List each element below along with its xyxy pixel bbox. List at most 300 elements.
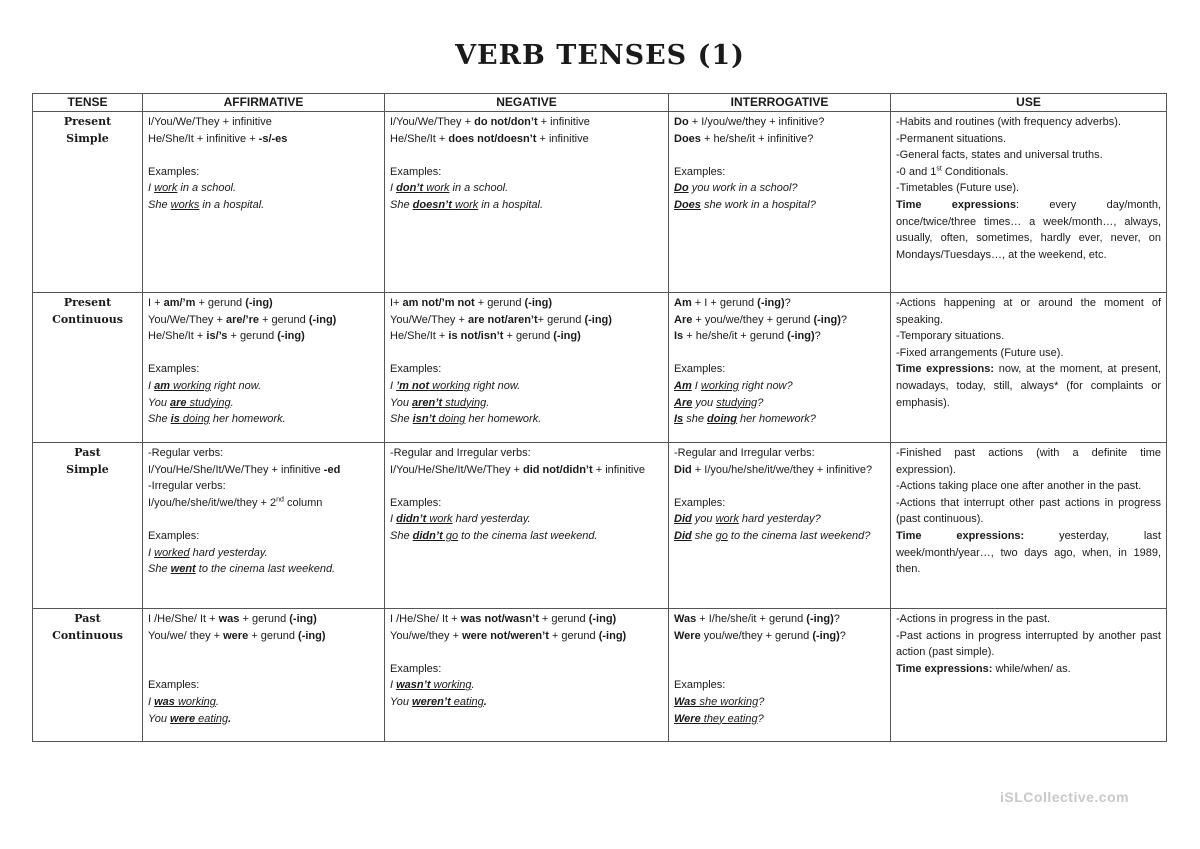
text-segment: was xyxy=(154,695,175,708)
affirmative-line xyxy=(148,694,379,711)
text-segment: -0 and 1 xyxy=(896,165,937,178)
tense-name-line: Simple xyxy=(66,462,109,476)
interrogative-line xyxy=(674,312,885,329)
use-line xyxy=(896,611,1161,628)
affirmative-line xyxy=(148,197,379,214)
blank-line xyxy=(390,345,663,362)
text-segment: + he/she/it + gerund xyxy=(683,330,788,343)
text-segment: ? xyxy=(814,330,821,343)
text-segment: (-ing) xyxy=(277,330,305,343)
text-segment: Examples: xyxy=(148,679,200,692)
interrogative-line xyxy=(674,395,885,412)
text-segment: + he/she/it + infinitive? xyxy=(700,132,814,145)
tense-name-cell xyxy=(33,443,143,609)
affirmative-line xyxy=(148,395,379,412)
text-segment: Am xyxy=(674,297,692,309)
text-segment: am/’m xyxy=(163,297,196,309)
use-line xyxy=(896,164,1161,181)
text-segment: (-ing) xyxy=(524,297,552,309)
column-header-use: USE xyxy=(891,94,1167,112)
text-segment: work xyxy=(451,198,479,211)
text-segment: Is xyxy=(674,413,684,426)
use-line xyxy=(896,197,1161,263)
text-segment: You/we/ they + xyxy=(148,629,224,642)
text-segment: working xyxy=(174,695,216,708)
text-segment: Is xyxy=(674,330,684,343)
text-segment: yesterday, last week/month/year…, two days ago, when, in 1989, then. xyxy=(896,529,1161,576)
affirmative-line xyxy=(148,462,379,479)
use-cell xyxy=(891,609,1167,742)
text-segment: are/’re xyxy=(225,313,259,326)
text-segment: went xyxy=(170,563,196,576)
negative-line xyxy=(390,694,663,711)
text-segment: -Actions taking place one after another in the past. xyxy=(896,480,1142,493)
text-segment: I/You/He/She/It/We/They + xyxy=(390,463,523,476)
interrogative-cell xyxy=(669,443,891,609)
interrogative-cell xyxy=(669,293,891,443)
text-segment: her homework. xyxy=(465,413,542,426)
negative-line xyxy=(390,295,663,312)
use-line xyxy=(896,478,1161,495)
text-segment: (-ing) xyxy=(787,330,815,343)
text-segment: doing xyxy=(179,413,210,426)
text-segment: Examples: xyxy=(390,662,442,675)
text-segment: work xyxy=(715,513,739,526)
text-segment: Was xyxy=(674,613,697,625)
text-segment: weren’t xyxy=(412,695,451,708)
text-segment: + gerund xyxy=(259,313,309,326)
interrogative-line xyxy=(674,164,885,181)
column-header-interrogative: INTERROGATIVE xyxy=(669,94,891,112)
text-segment: You xyxy=(390,396,413,409)
negative-line xyxy=(390,661,663,678)
text-segment: go xyxy=(715,529,728,542)
interrogative-line xyxy=(674,378,885,395)
text-segment: He/She/It + xyxy=(390,330,449,343)
text-segment: . xyxy=(230,396,234,409)
text-segment: I xyxy=(148,182,155,195)
text-segment: in a school. xyxy=(177,182,237,195)
negative-line xyxy=(390,131,663,148)
text-segment: does not/doesn’t xyxy=(448,132,537,145)
verb-tenses-table xyxy=(32,93,1167,742)
text-segment: I xyxy=(148,695,155,708)
text-segment: they xyxy=(700,712,728,725)
text-segment: aren’t xyxy=(412,396,443,409)
text-segment: Does xyxy=(674,132,701,145)
text-segment: -Fixed arrangements (Future use). xyxy=(896,346,1064,359)
tense-name-line: Present xyxy=(63,115,112,128)
text-segment: do not/don’t xyxy=(474,116,538,128)
text-segment: nd xyxy=(276,496,284,504)
interrogative-line xyxy=(674,411,885,428)
negative-line xyxy=(390,528,663,545)
affirmative-cell xyxy=(143,443,385,609)
affirmative-line xyxy=(148,528,379,545)
table-row xyxy=(33,443,1167,609)
text-segment: I /He/She/ It + xyxy=(390,613,461,625)
text-segment: + gerund xyxy=(537,313,585,326)
text-segment: She xyxy=(390,529,413,542)
text-segment: (-ing) xyxy=(757,297,785,309)
text-segment: I xyxy=(390,679,397,692)
interrogative-line xyxy=(674,295,885,312)
negative-line xyxy=(390,361,663,378)
text-segment: isn’t xyxy=(412,413,436,426)
text-segment: were xyxy=(170,712,196,725)
text-segment: doing xyxy=(707,413,737,426)
text-segment: her homework. xyxy=(209,413,286,426)
text-segment: Did xyxy=(674,513,692,526)
text-segment: -Regular and Irregular verbs: xyxy=(674,447,815,459)
text-segment: Did xyxy=(674,463,692,476)
use-line xyxy=(896,445,1161,478)
text-segment: are xyxy=(170,396,187,409)
text-segment: hard yesterday. xyxy=(189,546,268,559)
text-segment: is not/isn’t xyxy=(448,330,504,343)
interrogative-line xyxy=(674,528,885,545)
affirmative-line xyxy=(148,445,379,462)
text-segment: (-ing) xyxy=(289,613,317,625)
tense-name-line: Past xyxy=(74,612,101,625)
text-segment: (-ing) xyxy=(308,313,337,326)
text-segment: in a hospital. xyxy=(199,198,265,211)
table-row xyxy=(33,609,1167,742)
text-segment: I/You/He/She/It/We/They + infinitive xyxy=(148,463,324,476)
text-segment: Examples: xyxy=(148,165,200,178)
text-segment: go xyxy=(442,529,459,542)
negative-line xyxy=(390,180,663,197)
text-segment: -Permanent situations. xyxy=(896,132,1007,145)
text-segment: You/we/they + xyxy=(390,629,463,642)
text-segment: + I/you/we/they + infinitive? xyxy=(688,116,825,128)
table-row xyxy=(33,293,1167,443)
text-segment: I xyxy=(691,379,701,392)
text-segment: Are xyxy=(674,313,693,326)
text-segment: you xyxy=(692,396,717,409)
column-header-tense: TENSE xyxy=(33,94,143,112)
text-segment: -Habits and routines (with frequency adverbs). xyxy=(896,116,1121,128)
affirmative-line xyxy=(148,478,379,495)
text-segment: ? xyxy=(757,396,764,409)
negative-line xyxy=(390,395,663,412)
text-segment: + I/he/she/it + gerund xyxy=(696,613,807,625)
text-segment: to the cinema last weekend. xyxy=(458,529,598,542)
text-segment: worked xyxy=(154,546,190,559)
text-segment: ? xyxy=(839,629,846,642)
text-segment: I/You/We/They + infinitive xyxy=(148,116,272,128)
text-segment: (-ing) xyxy=(813,313,841,326)
blank-line xyxy=(148,147,379,164)
text-segment: working xyxy=(700,379,739,392)
tense-name-line: Present xyxy=(63,296,112,309)
text-segment: You/We/They + xyxy=(148,313,226,326)
text-segment: . xyxy=(215,695,219,708)
text-segment: Examples: xyxy=(674,679,726,692)
table-header-row xyxy=(33,94,1167,112)
text-segment: she work in a hospital? xyxy=(700,198,816,211)
text-segment: + gerund xyxy=(503,330,554,343)
text-segment: Time expressions: xyxy=(896,529,1025,542)
tense-name-line: Continuous xyxy=(52,312,123,326)
interrogative-line xyxy=(674,611,885,628)
text-segment: working xyxy=(430,679,472,692)
text-segment: + gerund xyxy=(239,613,290,625)
negative-line xyxy=(390,328,663,345)
tense-name-line: Past xyxy=(74,446,101,459)
text-segment: Does xyxy=(674,198,701,211)
text-segment: -ed xyxy=(323,463,341,476)
text-segment: (-ing) xyxy=(806,613,834,625)
text-segment: hard yesterday. xyxy=(452,513,531,526)
use-cell xyxy=(891,293,1167,443)
text-segment: Examples: xyxy=(390,165,442,178)
affirmative-line xyxy=(148,611,379,628)
text-segment: Were xyxy=(674,712,701,725)
text-segment: -Actions happening at or around the moment of speaking. xyxy=(896,297,1161,326)
text-segment: you xyxy=(691,513,716,526)
negative-line xyxy=(390,197,663,214)
text-segment: ’m not xyxy=(396,379,430,392)
interrogative-line xyxy=(674,711,885,728)
text-segment: eating xyxy=(727,712,758,725)
text-segment: I xyxy=(390,379,397,392)
interrogative-line xyxy=(674,328,885,345)
text-segment: Time expressions xyxy=(896,198,1016,211)
text-segment: works xyxy=(170,198,200,211)
text-segment: Do xyxy=(674,182,689,195)
text-segment: Am xyxy=(674,379,692,392)
text-segment: studying xyxy=(716,396,758,409)
affirmative-line xyxy=(148,411,379,428)
negative-line xyxy=(390,164,663,181)
text-segment: Was xyxy=(674,695,697,708)
tense-name-cell xyxy=(33,293,143,443)
text-segment: studying xyxy=(442,396,487,409)
text-segment: she xyxy=(696,695,721,708)
text-segment: to the cinema last weekend. xyxy=(195,563,336,576)
interrogative-line xyxy=(674,180,885,197)
affirmative-line xyxy=(148,545,379,562)
affirmative-line xyxy=(148,114,379,131)
negative-line xyxy=(390,511,663,528)
text-segment: column xyxy=(283,496,323,509)
affirmative-cell xyxy=(143,112,385,293)
text-segment: Examples: xyxy=(390,363,442,376)
text-segment: + gerund xyxy=(248,629,299,642)
use-line xyxy=(896,295,1161,328)
affirmative-line xyxy=(148,378,379,395)
text-segment: Time expressions: xyxy=(896,363,995,376)
text-segment: You xyxy=(148,396,171,409)
tense-name-line: Simple xyxy=(66,131,109,145)
text-segment: She xyxy=(148,563,171,576)
text-segment: (-ing) xyxy=(588,613,617,625)
affirmative-line xyxy=(148,164,379,181)
text-segment: Examples: xyxy=(148,363,200,376)
text-segment: + you/we/they + gerund xyxy=(692,313,814,326)
text-segment: while/when/ as. xyxy=(992,662,1071,675)
table-row xyxy=(33,112,1167,293)
text-segment: don’t xyxy=(396,182,424,195)
use-line xyxy=(896,661,1161,678)
text-segment: He/She/It + xyxy=(390,132,449,145)
blank-line xyxy=(390,644,663,661)
use-line xyxy=(896,180,1161,197)
negative-cell xyxy=(385,293,669,443)
blank-line xyxy=(674,644,885,661)
use-line xyxy=(896,495,1161,528)
blank-line xyxy=(148,661,379,678)
text-segment: wasn’t xyxy=(396,679,431,692)
affirmative-cell xyxy=(143,609,385,742)
text-segment: ? xyxy=(833,613,840,625)
text-segment: (-ing) xyxy=(584,313,612,326)
text-segment: -Irregular verbs: xyxy=(148,480,226,493)
blank-line xyxy=(674,478,885,495)
negative-line xyxy=(390,495,663,512)
blank-line xyxy=(674,661,885,678)
text-segment: I xyxy=(390,182,397,195)
text-segment: Examples: xyxy=(674,363,726,376)
blank-line xyxy=(674,147,885,164)
text-segment: I/You/We/They + xyxy=(390,116,475,128)
text-segment: in a school. xyxy=(449,182,509,195)
text-segment: working xyxy=(720,695,759,708)
negative-line xyxy=(390,677,663,694)
text-segment: Were xyxy=(674,629,701,642)
use-line xyxy=(896,528,1161,578)
negative-cell xyxy=(385,609,669,742)
text-segment: (-ing) xyxy=(553,330,581,343)
text-segment: st xyxy=(936,165,942,173)
text-segment: He/She/It + infinitive + xyxy=(148,132,259,145)
affirmative-cell xyxy=(143,293,385,443)
text-segment: she xyxy=(683,413,708,426)
column-header-negative: NEGATIVE xyxy=(385,94,669,112)
text-segment: I/you/he/she/it/we/they + 2 xyxy=(148,496,277,509)
text-segment: -Past actions in progress interrupted by another past action (past simple). xyxy=(896,629,1161,659)
text-segment: I xyxy=(390,513,397,526)
text-segment: -Finished past actions (with a definite time expression). xyxy=(896,447,1161,476)
blank-line xyxy=(148,644,379,661)
text-segment: now, at the moment, at present, nowadays, today, still, always* (for complaints or emphasis). xyxy=(896,363,1161,409)
text-segment: hard yesterday? xyxy=(738,513,821,526)
text-segment: work xyxy=(154,182,178,195)
text-segment: did not/didn’t xyxy=(523,463,593,476)
use-line xyxy=(896,114,1161,131)
negative-line xyxy=(390,114,663,131)
text-segment: I xyxy=(148,546,155,559)
blank-line xyxy=(148,345,379,362)
affirmative-line xyxy=(148,628,379,645)
interrogative-cell xyxy=(669,609,891,742)
tense-name-cell xyxy=(33,609,143,742)
affirmative-line xyxy=(148,328,379,345)
text-segment: right now? xyxy=(738,379,793,392)
text-segment: You xyxy=(148,712,171,725)
text-segment: . xyxy=(471,679,475,692)
affirmative-line xyxy=(148,131,379,148)
text-segment: -Actions in progress in the past. xyxy=(896,613,1051,625)
text-segment: + infinitive xyxy=(537,116,590,128)
negative-line xyxy=(390,462,663,479)
text-segment: She xyxy=(148,413,171,426)
text-segment: + gerund xyxy=(548,629,599,642)
affirmative-line xyxy=(148,677,379,694)
text-segment: + gerund xyxy=(474,297,525,309)
negative-cell xyxy=(385,443,669,609)
text-segment: her homework? xyxy=(736,413,816,426)
use-cell xyxy=(891,112,1167,293)
use-line xyxy=(896,361,1161,411)
affirmative-line xyxy=(148,312,379,329)
text-segment: + gerund xyxy=(227,330,278,343)
tense-name-cell xyxy=(33,112,143,293)
interrogative-line xyxy=(674,462,885,479)
text-segment: -Temporary situations. xyxy=(896,330,1005,343)
affirmative-line xyxy=(148,361,379,378)
text-segment: Conditionals. xyxy=(941,165,1009,178)
text-segment: ? xyxy=(758,695,765,708)
text-segment: work xyxy=(426,513,453,526)
text-segment: (-ing) xyxy=(245,297,273,309)
text-segment: in a hospital. xyxy=(478,198,544,211)
text-segment: He/She/It + xyxy=(148,330,207,343)
text-segment: You xyxy=(390,695,413,708)
text-segment: eating xyxy=(450,695,484,708)
blank-line xyxy=(148,511,379,528)
text-segment: doing xyxy=(435,413,466,426)
negative-cell xyxy=(385,112,669,293)
text-segment: working xyxy=(429,379,471,392)
text-segment: Time expressions: xyxy=(896,662,993,675)
text-segment: She xyxy=(148,198,171,211)
interrogative-line xyxy=(674,114,885,131)
text-segment: you/we/they + gerund xyxy=(700,629,813,642)
text-segment: didn’t xyxy=(396,513,427,526)
text-segment: . xyxy=(486,396,490,409)
page-title: VERB TENSES (1) xyxy=(455,40,745,71)
text-segment: -Actions that interrupt other past actions in progress (past continuous). xyxy=(896,496,1161,526)
text-segment: Examples: xyxy=(148,529,200,542)
text-segment: right now. xyxy=(211,379,262,392)
text-segment: . xyxy=(483,695,487,708)
affirmative-line xyxy=(148,711,379,728)
text-segment: I+ xyxy=(390,297,403,309)
tense-name-line: Continuous xyxy=(52,628,123,642)
text-segment: I + xyxy=(148,297,164,309)
text-segment: ? xyxy=(784,297,791,309)
text-segment: + I + gerund xyxy=(691,297,758,309)
interrogative-line xyxy=(674,197,885,214)
text-segment: Examples: xyxy=(390,496,442,509)
text-segment: to the cinema last weekend? xyxy=(727,529,871,542)
text-segment: (-ing) xyxy=(598,629,627,642)
text-segment: doesn’t xyxy=(412,198,452,211)
text-segment: work xyxy=(423,182,450,195)
negative-line xyxy=(390,312,663,329)
use-cell xyxy=(891,443,1167,609)
text-segment: -General facts, states and universal truths. xyxy=(896,149,1103,162)
interrogative-line xyxy=(674,628,885,645)
use-line xyxy=(896,628,1161,661)
text-segment: + gerund xyxy=(538,613,589,625)
text-segment: is/’s xyxy=(206,330,228,343)
interrogative-line xyxy=(674,361,885,378)
negative-line xyxy=(390,445,663,462)
use-line xyxy=(896,131,1161,148)
